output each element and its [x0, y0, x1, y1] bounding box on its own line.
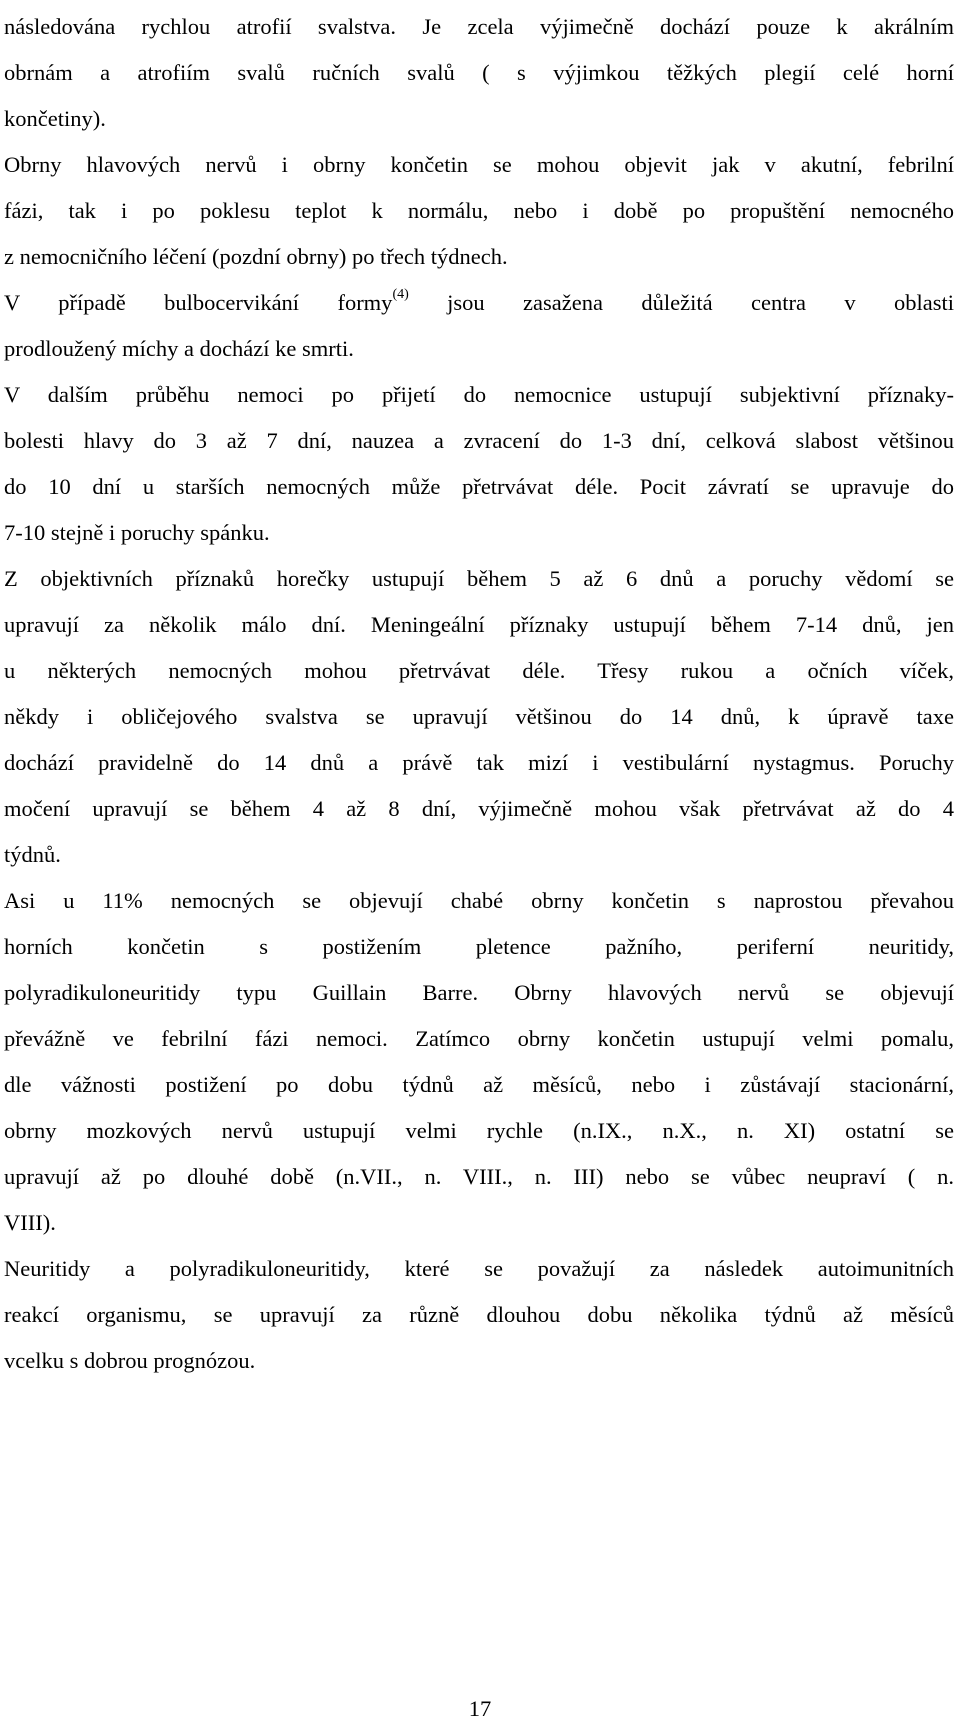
text-line: [4, 280, 954, 326]
text-line: polyradikuloneuritidy typu Guillain Barre. Obrny hlavových nervů se objevují: [4, 980, 954, 1005]
text-segment: V případě bulbocervikání formy: [4, 290, 393, 315]
text-line: někdy i obličejového svalstva se upravují většinou do 14 dnů, k úpravě taxe: [4, 704, 954, 729]
text-segment: jsou zasažena důležitá centra v oblasti: [408, 290, 954, 315]
reference-superscript: (4): [392, 287, 409, 302]
text-line: vcelku s dobrou prognózou.: [4, 1348, 256, 1373]
text-line: fázi, tak i po poklesu teplot k normálu, nebo i době po propuštění nemocného: [4, 198, 954, 223]
text-line: u některých nemocných mohou přetrvávat déle. Třesy rukou a očních víček,: [4, 658, 954, 683]
text-line: prodloužený míchy a dochází ke smrti.: [4, 336, 354, 361]
text-line: týdnů.: [4, 842, 61, 867]
text-line: z nemocničního léčení (pozdní obrny) po třech týdnech.: [4, 244, 508, 269]
text-line: obrnám a atrofiím svalů ručních svalů ( s výjimkou těžkých plegií celé horní: [4, 60, 954, 85]
text-line: horních končetin s postižením pletence pažního, periferní neuritidy,: [4, 934, 954, 959]
text-line: následována rychlou atrofií svalstva. Je zcela výjimečně dochází pouze k akrálním: [4, 14, 954, 39]
text-line: obrny mozkových nervů ustupují velmi rychle (n.IX., n.X., n. XI) ostatní se: [4, 1118, 954, 1143]
text-line: bolesti hlavy do 3 až 7 dní, nauzea a zvracení do 1-3 dní, celková slabost většinou: [4, 428, 954, 453]
text-line: do 10 dní u starších nemocných může přetrvávat déle. Pocit závratí se upravuje do: [4, 474, 954, 499]
text-line: upravují až po dlouhé době (n.VII., n. VIII., n. III) nebo se vůbec neupraví ( n.: [4, 1164, 954, 1189]
text-line: upravují za několik málo dní. Meningeální příznaky ustupují během 7-14 dnů, jen: [4, 612, 954, 637]
text-line: reakcí organismu, se upravují za různě dlouhou dobu několika týdnů až měsíců: [4, 1302, 954, 1327]
text-line: VIII).: [4, 1210, 56, 1235]
page-number: 17: [468, 1696, 492, 1721]
text-line: 7-10 stejně i poruchy spánku.: [4, 520, 270, 545]
text-line: Z objektivních příznaků horečky ustupují během 5 až 6 dnů a poruchy vědomí se: [4, 566, 954, 591]
text-line: V dalším průběhu nemoci po přijetí do nemocnice ustupují subjektivní příznaky-: [4, 382, 954, 407]
text-line: dochází pravidelně do 14 dnů a právě tak mizí i vestibulární nystagmus. Poruchy: [4, 750, 954, 775]
text-line: močení upravují se během 4 až 8 dní, výjimečně mohou však přetrvávat až do 4: [4, 796, 954, 821]
text-line: Neuritidy a polyradikuloneuritidy, které se považují za následek autoimunitních: [4, 1256, 954, 1281]
text-line: Asi u 11% nemocných se objevují chabé obrny končetin s naprostou převahou: [4, 888, 954, 913]
text-line: končetiny).: [4, 106, 106, 131]
text-line: dle vážnosti postižení po dobu týdnů až měsíců, nebo i zůstávají stacionární,: [4, 1072, 954, 1097]
text-line: Obrny hlavových nervů i obrny končetin se mohou objevit jak v akutní, febrilní: [4, 152, 954, 177]
text-line: převážně ve febrilní fázi nemoci. Zatímco obrny končetin ustupují velmi pomalu,: [4, 1026, 954, 1051]
